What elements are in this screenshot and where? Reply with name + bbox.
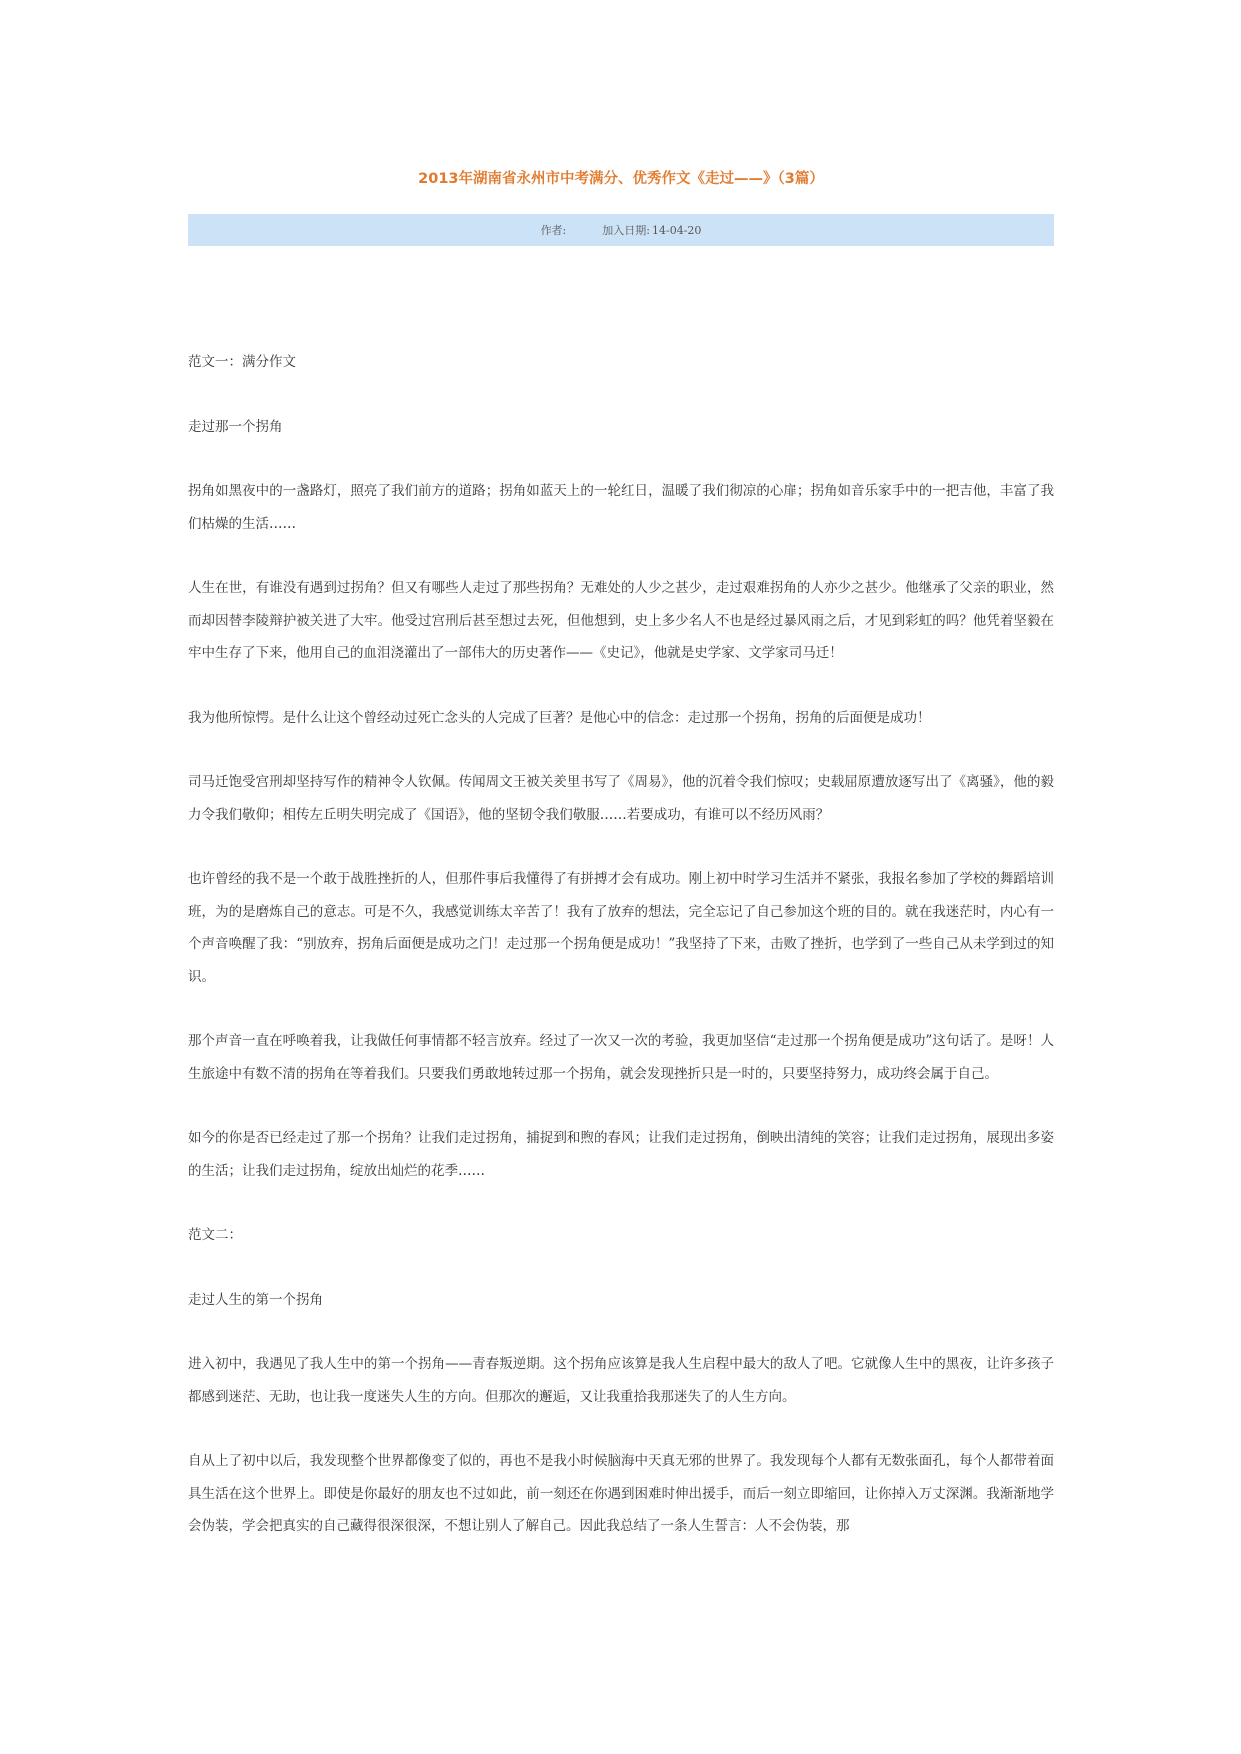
body-paragraph: 自从上了初中以后，我发现整个世界都像变了似的，再也不是我小时候脑海中天真无邪的世界了。我发现每个人都有无数张面孔，每个人都带着面具生活在这个世界上。即使是你最好的朋友也不过如此，前一刻还在你遇到困难时伸出援手，而后一刻立即缩回，让你掉入万丈深渊。我渐渐地学会伪装，学会把真实的自己藏得很深很深，不想让别人了解自己。因此我总结了一条人生誓言：人不会伪装，那 (188, 1453, 1054, 1534)
section-heading: 范文二： (188, 1227, 242, 1243)
essay-title: 走过人生的第一个拐角 (188, 1291, 323, 1308)
article-body (188, 346, 1054, 1543)
body-paragraph: 司马迁饱受宫刑却坚持写作的精神令人钦佩。传闻周文王被关羑里书写了《周易》，他的沉着令我们惊叹；史载屈原遭放逐写出了《离骚》，他的毅力令我们敬仰；相传左丘明失明完成了《国语》，他的坚韧令我们敬服……若要成功，有谁可以不经历风雨？ (188, 774, 1054, 823)
body-paragraph: 我为他所惊愕。是什么让这个曾经动过死亡念头的人完成了巨著？是他心中的信念：走过那一个拐角，拐角的后面便是成功！ (188, 709, 931, 726)
body-paragraph: 如今的你是否已经走过了那一个拐角？让我们走过拐角，捕捉到和煦的春风；让我们走过拐角，倒映出清纯的笑容；让我们走过拐角，展现出多姿的生活；让我们走过拐角，绽放出灿烂的花季…… (188, 1130, 1054, 1179)
section-heading: 范文一：满分作文 (188, 354, 296, 370)
author-label: 作者: (540, 224, 567, 237)
article-title: 2013年湖南省永州市中考满分、优秀作文《走过——》（3篇） (418, 171, 824, 187)
body-paragraph: 也许曾经的我不是一个敢于战胜挫折的人，但那件事后我懂得了有拼搏才会有成功。刚上初中时学习生活并不紧张，我报名参加了学校的舞蹈培训班，为的是磨炼自己的意志。可是不久，我感觉训练太辛苦了！我有了放弃的想法，完全忘记了自己参加这个班的目的。就在我迷茫时，内心有一个声音唤醒了我：“别放弃，拐角后面便是成功之门！走过那一个拐角便是成功！”我坚持了下来，击败了挫折，也学到了一些自己从未学到过的知识。 (188, 871, 1054, 985)
body-paragraph: 那个声音一直在呼唤着我，让我做任何事情都不轻言放弃。经过了一次又一次的考验，我更加坚信“走过那一个拐角便是成功”这句话了。是呀！人生旅途中有数不清的拐角在等着我们。只要我们勇敢地转过那一个拐角，就会发现挫折只是一时的，只要坚持努力，成功终会属于自己。 (188, 1033, 1054, 1082)
date-value: 14-04-20 (652, 223, 702, 237)
essay-title: 走过那一个拐角 (188, 418, 283, 435)
date-label: 加入日期: (602, 224, 650, 237)
body-paragraph: 拐角如黑夜中的一盏路灯，照亮了我们前方的道路；拐角如蓝天上的一轮红日，温暖了我们彻凉的心扉；拐角如音乐家手中的一把吉他，丰富了我们枯燥的生活…… (188, 483, 1054, 532)
body-paragraph: 进入初中，我遇见了我人生中的第一个拐角——青春叛逆期。这个拐角应该算是我人生启程中最大的敌人了吧。它就像人生中的黑夜，让许多孩子都感到迷茫、无助，也让我一度迷失人生的方向。但那次的邂逅，又让我重拾我那迷失了的人生方向。 (188, 1356, 1054, 1405)
article-meta-bar (188, 214, 1054, 246)
body-paragraph: 人生在世，有谁没有遇到过拐角？但又有哪些人走过了那些拐角？无难处的人少之甚少，走过艰难拐角的人亦少之甚少。他继承了父亲的职业，然而却因替李陵辩护被关进了大牢。他受过宫刑后甚至想过去死，但他想到，史上多少名人不也是经过暴风雨之后，才见到彩虹的吗？他凭着坚毅在牢中生存了下来，他用自己的血泪浇灌出了一部伟大的历史著作——《史记》，他就是史学家、文学家司马迁！ (188, 580, 1054, 661)
